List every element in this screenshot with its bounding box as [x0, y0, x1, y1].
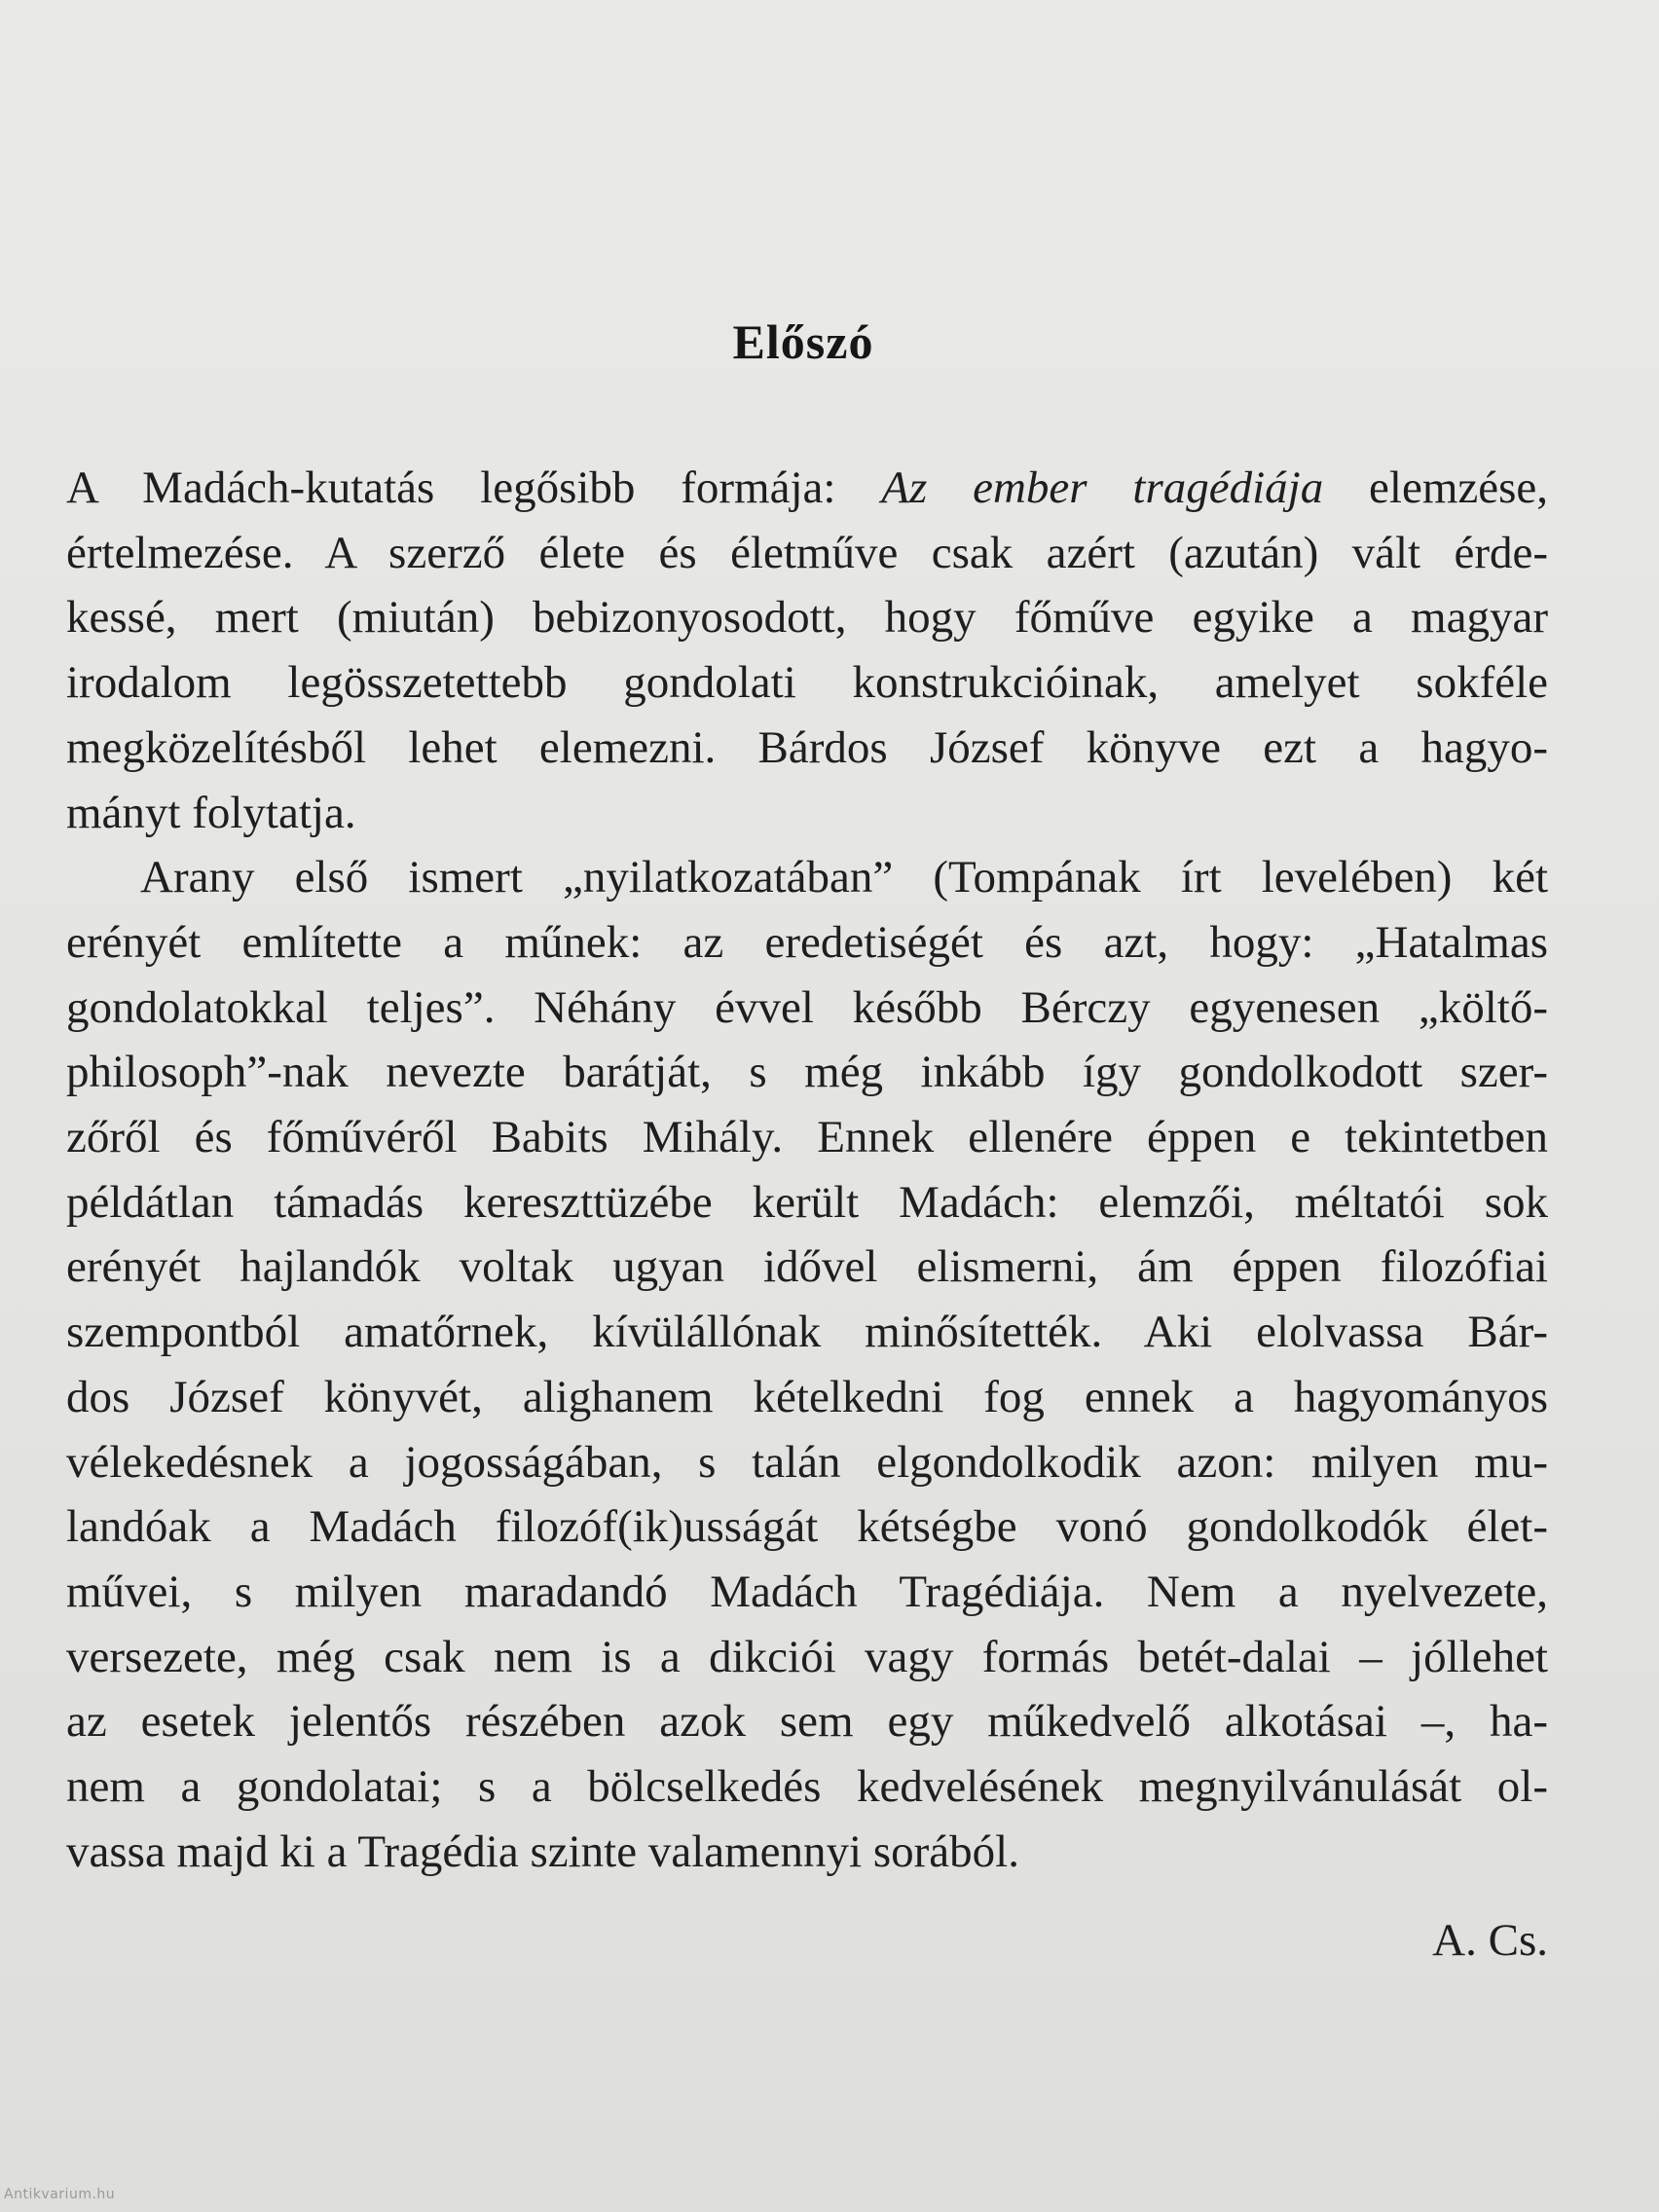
text-line: művei, s milyen maradandó Madách Tragédiája. Nem a nyelvezete, [66, 1566, 1548, 1617]
text-line: példátlan támadás kereszttüzébe került Madách: elemzői, méltatói sok [66, 1176, 1548, 1228]
text-line: az esetek jelentős részében azok sem egy műkedvelő alkotásai –, ha- [66, 1696, 1548, 1748]
text-line [66, 456, 1548, 521]
text-line: gondolatokkal teljes”. Néhány évvel később Bérczy egyenesen „költő- [66, 981, 1548, 1033]
text-line: vélekedésnek a jogosságában, s talán elgondolkodik azon: milyen mu- [66, 1436, 1548, 1488]
book-title-italic: Az ember tragédiája [881, 462, 1324, 513]
text-line: kessé, mert (miután) bebizonyosodott, hogy főműve egyike a magyar [66, 592, 1548, 644]
paragraph-1 [66, 456, 1548, 845]
text-line: Arany első ismert „nyilatkozatában” (Tompának írt levelében) két [140, 852, 1548, 903]
text-line: philosoph”-nak nevezte barátját, s még inkább így gondolkodott szer- [66, 1047, 1548, 1098]
text-line: szempontból amatőrnek, kívülállónak minősítették. Aki elolvassa Bár- [66, 1307, 1548, 1358]
text-line: versezete, még csak nem is a dikciói vagy formás betét-dalai – jóllehet [66, 1631, 1548, 1682]
text-line: dos József könyvét, alighanem kételkedni fog ennek a hagyományos [66, 1371, 1548, 1422]
text-line: megközelítésből lehet elemezni. Bárdos József könyve ezt a hagyo- [66, 721, 1548, 773]
text-line: vassa majd ki a Tragédia szinte valamennyi sorából. [66, 1825, 1019, 1877]
text-line: nem a gondolatai; s a bölcselkedés kedvelésének megnyilvánulását ol- [66, 1761, 1548, 1813]
text-line: erényét hajlandók voltak ugyan idővel elismerni, ám éppen filozófiai [66, 1241, 1548, 1293]
text-line: mányt folytatja. [66, 787, 356, 838]
paragraph-2 [66, 845, 1548, 1884]
author-signature: A. Cs. [1432, 1915, 1548, 1966]
text-line: értelmezése. A szerző élete és életműve csak azért (azután) vált érde- [66, 527, 1548, 578]
text-span: elemzése, [1323, 462, 1549, 513]
watermark: Antikvarium.hu [4, 2187, 116, 2202]
text-line: zőről és főművéről Babits Mihály. Ennek ellenére éppen e tekintetben [66, 1112, 1548, 1163]
text-line: landóak a Madách filozóf(ik)usságát kétségbe vonó gondolkodók élet- [66, 1501, 1548, 1553]
preface-body [66, 456, 1548, 1884]
page-title: Előszó [732, 314, 874, 369]
text-line: irodalom legösszetettebb gondolati konstrukcióinak, amelyet sokféle [66, 657, 1548, 709]
text-line: erényét említette a műnek: az eredetiségét és azt, hogy: „Hatalmas [66, 916, 1548, 968]
text-span: A Madách-kutatás legősibb formája: [66, 462, 882, 513]
